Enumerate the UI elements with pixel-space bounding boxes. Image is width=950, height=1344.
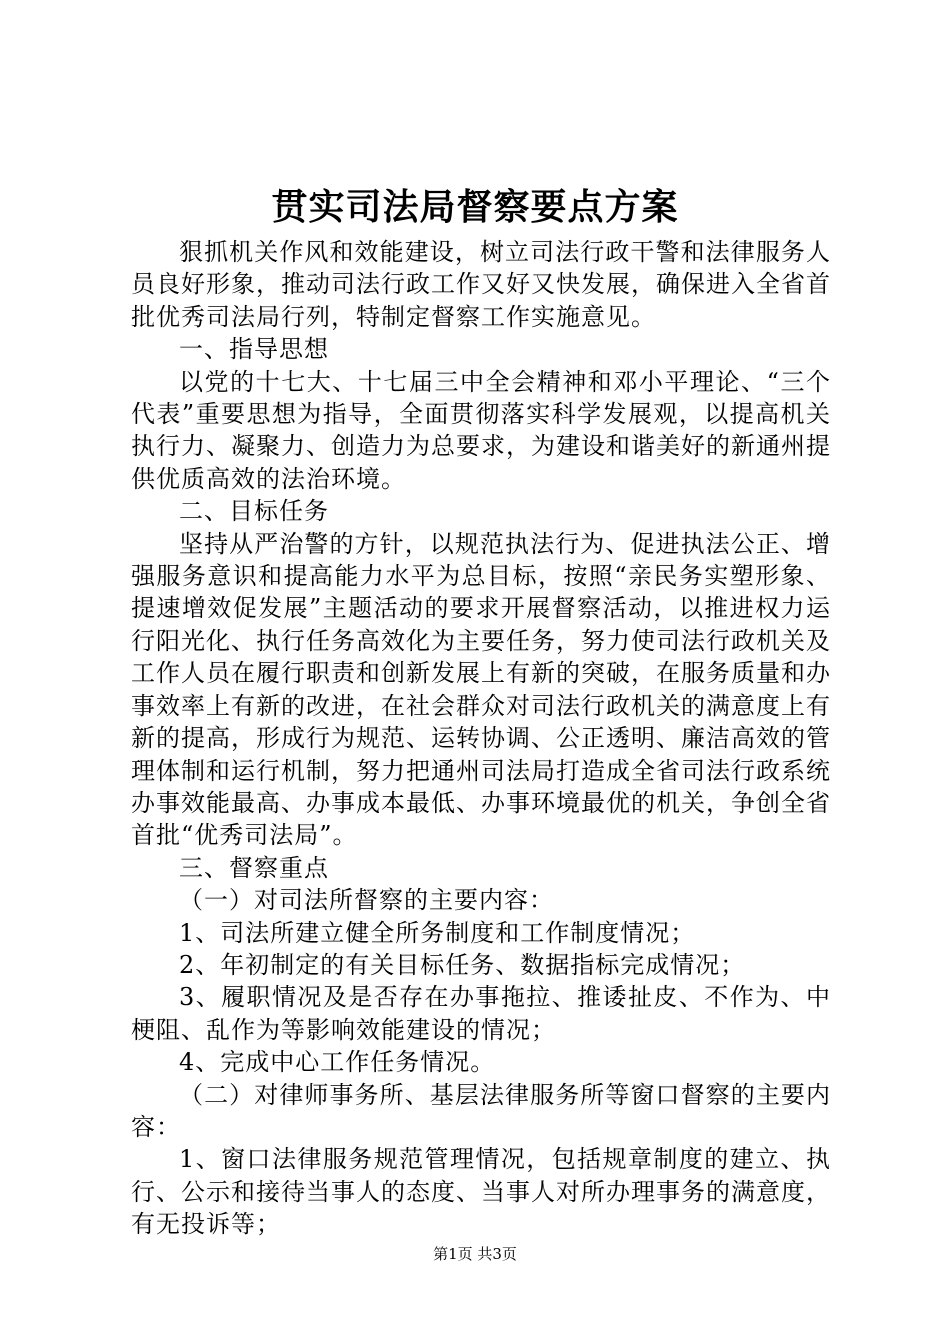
list-item: 1、窗口法律服务规范管理情况，包括规章制度的建立、执行、公示和接待当事人的态度、当事人对所办理事务的满意度，有无投诉等； xyxy=(131,1145,831,1239)
guiding-ideology-paragraph: 以党的十七大、十七届三中全会精神和邓小平理论、“三个代表”重要思想为指导，全面贯彻落实科学发展观，以提高机关执行力、凝聚力、创造力为总要求，为建设和谐美好的新通州提供优质高效的法治环境。 xyxy=(131,367,831,493)
intro-paragraph: 狠抓机关作风和效能建设，树立司法行政干警和法律服务人员良好形象，推动司法行政工作又好又快发展，确保进入全省首批优秀司法局行列，特制定督察工作实施意见。 xyxy=(131,238,831,331)
section-heading-inspection-focus: 三、督察重点 xyxy=(179,853,329,882)
section-heading-guiding-ideology: 一、指导思想 xyxy=(179,335,329,364)
list-item: 2、年初制定的有关目标任务、数据指标完成情况； xyxy=(179,950,746,979)
list-item: 3、履职情况及是否存在办事拖拉、推诿扯皮、不作为、中梗阻、乱作为等影响效能建设的情况； xyxy=(131,983,831,1044)
document-title: 贯实司法局督察要点方案 xyxy=(271,187,679,228)
list-item: 4、完成中心工作任务情况。 xyxy=(179,1048,496,1077)
subsection-heading-judicial-office: （一）对司法所督察的主要内容： xyxy=(179,886,554,915)
goals-paragraph: 坚持从严治警的方针，以规范执法行为、促进执法公正、增强服务意识和提高能力水平为总目标，按照“亲民务实塑形象、提速增效促发展”主题活动的要求开展督察活动，以推进权力运行阳光化、执行任务高效化为主要任务，努力使司法行政机关及工作人员在履行职责和创新发展上有新的突破，在服务质量和办事效率上有新的改进，在社会群众对司法行政机关的满意度上有新的提高，形成行为规范、运转协调、公正透明、廉洁高效的管理体制和运行机制，努力把通州司法局打造成全省司法行政系统办事效能最高、办事成本最低、办事环境最优的机关，争创全省首批“优秀司法局”。 xyxy=(131,529,831,850)
page-number-footer: 第1页 共3页 xyxy=(433,1245,517,1263)
list-item: 1、司法所建立健全所务制度和工作制度情况； xyxy=(179,918,696,947)
section-heading-goals: 二、目标任务 xyxy=(179,497,329,526)
subsection-heading-law-firms: （二）对律师事务所、基层法律服务所等窗口督察的主要内容： xyxy=(131,1080,831,1141)
document-body xyxy=(131,236,831,1241)
